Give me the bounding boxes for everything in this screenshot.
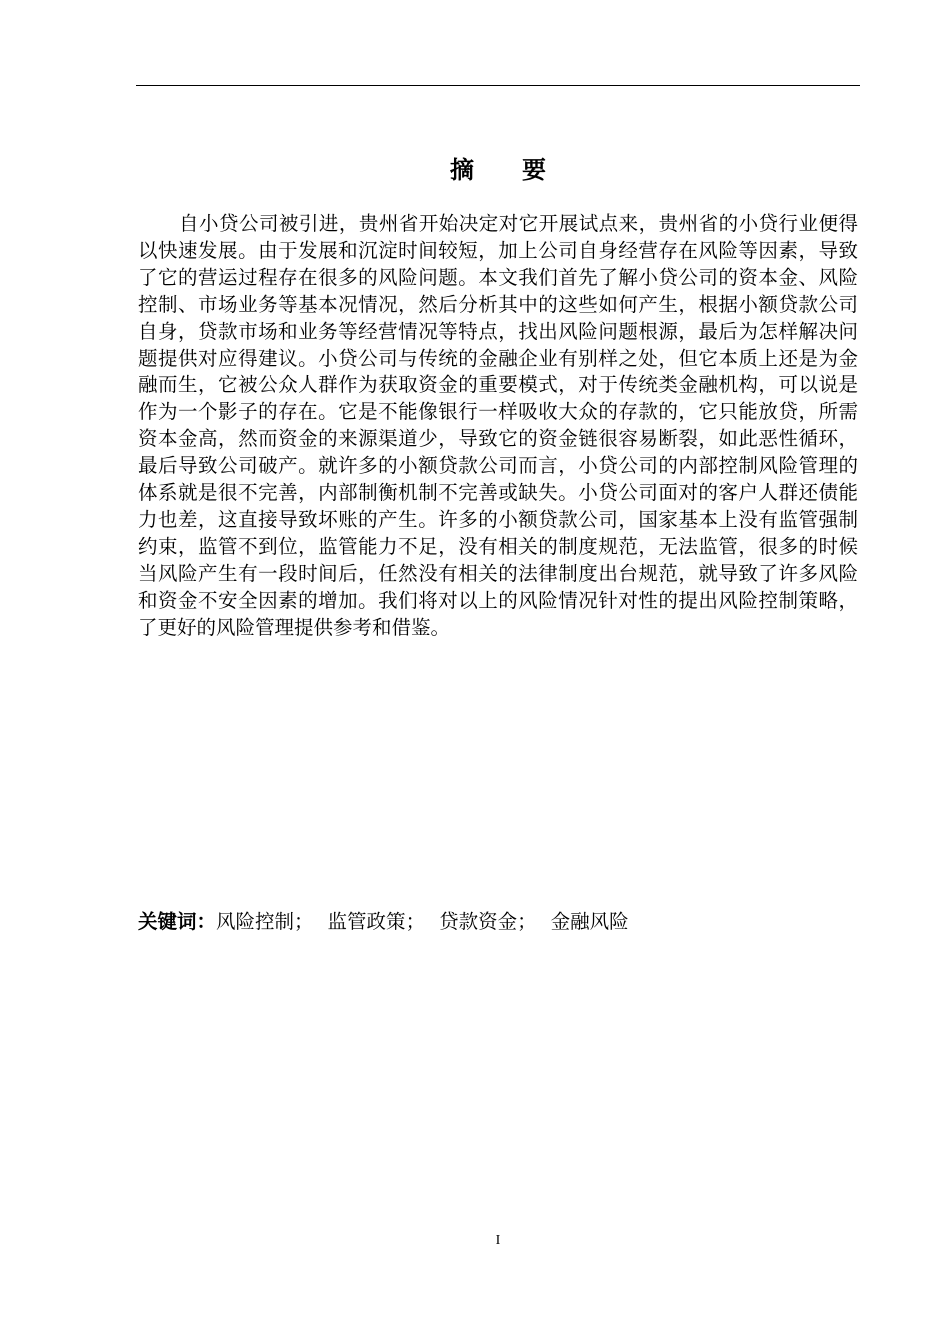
page-title: 摘要 xyxy=(450,156,594,184)
abstract-text: 自小贷公司被引进，贵州省开始决定对它开展试点来，贵州省的小贷行业便得以快速发展。由于发展和沉淀时间较短，加上公司自身经营存在风险等因素，导致了它的营运过程存在很多的风险问题。本文我们首先了解小贷公司的资本金、风险控制、市场业务等基本况情况，然后分析其中的这些如何产生，根据小额贷款公司自身，贷款市场和业务等经营情况等特点，找出风险问题根源，最后为怎样解决问题提供对应得建议。小贷公司与传统的金融企业有别样之处，但它本质上还是为金融而生，它被公众人群作为获取资金的重要模式，对于传统类金融机构，可以说是作为一个影子的存在。它是不能像银行一样吸收大众的存款的，它只能放贷，所需资本金高，然而资金的来源渠道少，导致它的资金链很容易断裂，如此恶性循环，最后导致公司破产。就许多的小额贷款公司而言，小贷公司的内部控制风险管理的体系就是很不完善，内部制衡机制不完善或缺失。小贷公司面对的客户人群还债能力也差，这直接导致坏账的产生。许多的小额贷款公司，国家基本上没有监管强制约束，监管不到位，监管能力不足，没有相关的制度规范，无法监管，很多的时候当风险产生有一段时间后，任然没有相关的法律制度出台规范，就导致了许多风险和资金不安全因素的增加。我们将对以上的风险情况针对性的提出风险控制策略，了更好的风险管理提供参考和借鉴。 xyxy=(138,212,858,639)
keyword-separator: ； xyxy=(294,910,314,933)
keyword-item: 风险控制 xyxy=(216,910,295,933)
keyword-item: 贷款资金 xyxy=(439,910,518,933)
keyword-item: 监管政策 xyxy=(327,910,406,933)
header-rule xyxy=(136,85,860,86)
page-number: I xyxy=(495,1233,501,1248)
keywords-label: 关键词： xyxy=(138,910,217,933)
keywords-line xyxy=(138,908,858,936)
keyword-separator: ； xyxy=(405,910,426,933)
keyword-item: 金融风险 xyxy=(550,910,629,933)
keyword-separator: ； xyxy=(517,910,537,933)
